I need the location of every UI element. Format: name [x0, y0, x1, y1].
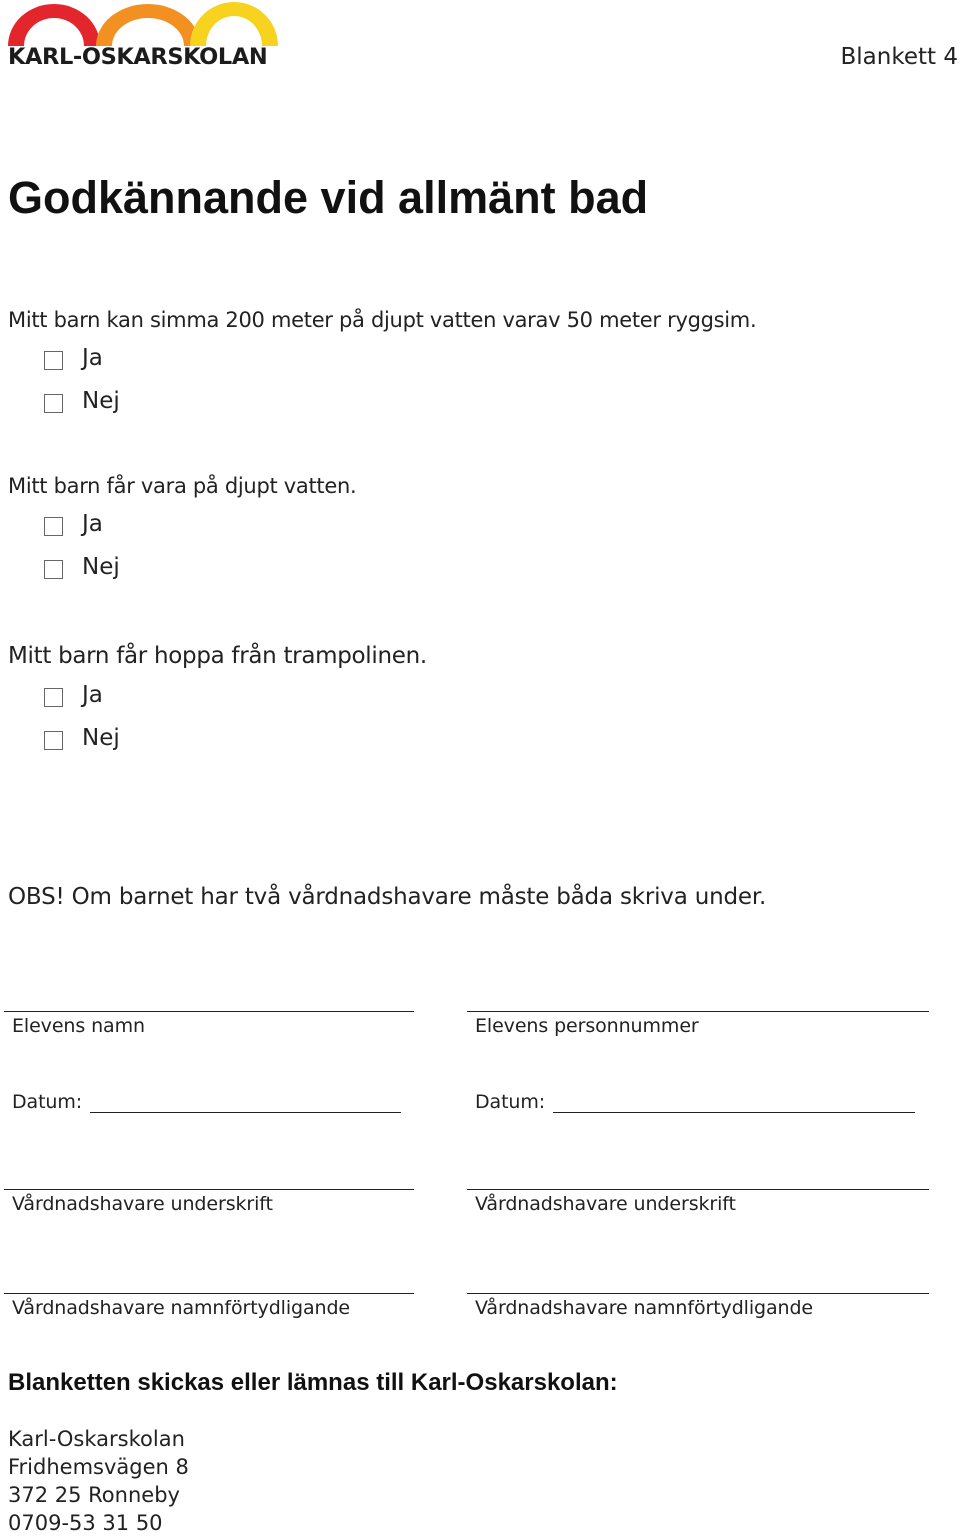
guardian-signature-line-left[interactable]	[4, 1189, 414, 1190]
checkbox[interactable]	[44, 517, 63, 536]
address-phone: 0709-53 31 50	[8, 1511, 163, 1535]
student-name-label: Elevens namn	[12, 1015, 145, 1037]
student-id-line[interactable]	[467, 1011, 929, 1012]
address-line: Fridhemsvägen 8	[8, 1455, 189, 1479]
logo-arcs	[4, 0, 280, 48]
guardian-name-line-right[interactable]	[467, 1293, 929, 1294]
option-label: Ja	[82, 345, 103, 371]
guardian-signature-label-right: Vårdnadshavare underskrift	[475, 1193, 736, 1215]
question-2: Mitt barn får vara på djupt vatten.	[8, 474, 357, 498]
guardian-name-label-left: Vårdnadshavare namnförtydligande	[12, 1297, 351, 1319]
date-line-right[interactable]	[553, 1112, 915, 1113]
page-title: Godkännande vid allmänt bad	[8, 172, 649, 223]
student-name-line[interactable]	[4, 1011, 414, 1012]
option-label: Ja	[82, 682, 103, 708]
option-label: Nej	[82, 554, 120, 580]
guardian-signature-line-right[interactable]	[467, 1189, 929, 1190]
option-label: Nej	[82, 388, 120, 414]
checkbox[interactable]	[44, 688, 63, 707]
date-label-right: Datum:	[475, 1091, 546, 1113]
date-line-left[interactable]	[90, 1112, 401, 1113]
checkbox[interactable]	[44, 394, 63, 413]
send-heading: Blanketten skickas eller lämnas till Karl-Oskarskolan:	[8, 1369, 618, 1396]
checkbox[interactable]	[44, 560, 63, 579]
logo-wordmark: KARL-OSKARSKOLAN	[8, 44, 268, 70]
address-line: Karl-Oskarskolan	[8, 1427, 185, 1451]
student-id-label: Elevens personnummer	[475, 1015, 699, 1037]
option-label: Nej	[82, 725, 120, 751]
form-number: Blankett 4	[840, 44, 958, 70]
school-logo	[4, 0, 280, 72]
guardian-name-label-right: Vårdnadshavare namnförtydligande	[475, 1297, 814, 1319]
guardian-name-line-left[interactable]	[4, 1293, 414, 1294]
date-label-left: Datum:	[12, 1091, 83, 1113]
checkbox[interactable]	[44, 351, 63, 370]
question-3: Mitt barn får hoppa från trampolinen.	[8, 643, 427, 669]
guardian-signature-label-left: Vårdnadshavare underskrift	[12, 1193, 273, 1215]
note-text: OBS! Om barnet har två vårdnadshavare måste båda skriva under.	[8, 884, 767, 910]
checkbox[interactable]	[44, 731, 63, 750]
option-label: Ja	[82, 511, 103, 537]
address-line: 372 25 Ronneby	[8, 1483, 180, 1507]
question-1: Mitt barn kan simma 200 meter på djupt vatten varav 50 meter ryggsim.	[8, 308, 757, 332]
